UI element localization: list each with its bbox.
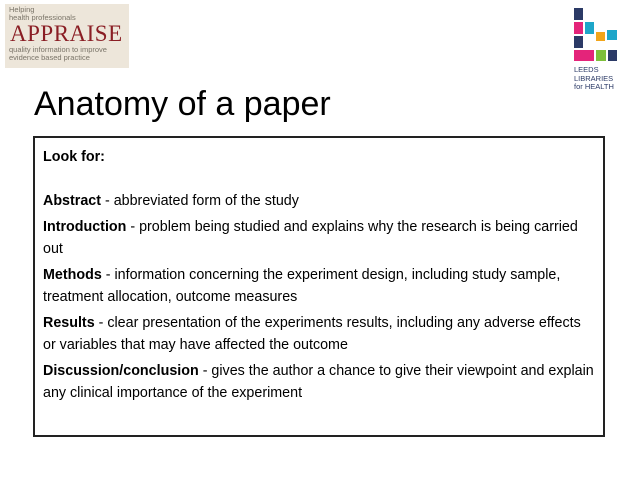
- item-term: Methods: [43, 267, 102, 283]
- leeds-logo-mark-icon: [574, 8, 618, 62]
- item-description: - abbreviated form of the study: [101, 193, 299, 209]
- leeds-libraries-logo: [568, 8, 632, 98]
- leeds-logo-text: [574, 66, 614, 92]
- appraise-logo: [5, 4, 129, 68]
- item-term: Results: [43, 315, 95, 331]
- list-item-results: [43, 312, 595, 356]
- list-item-methods: [43, 264, 595, 308]
- leeds-logo-line-3: for HEALTH: [574, 82, 614, 91]
- list-item-discussion: [43, 360, 595, 404]
- appraise-wordmark: APPRAISE: [10, 21, 123, 46]
- leeds-logo-line-1: LEEDS: [574, 65, 599, 74]
- look-for-heading: Look for:: [43, 149, 105, 165]
- list-item-introduction: [43, 216, 595, 260]
- item-description: - information concerning the experiment design, including study sample, treatment allocation, outcome measures: [43, 267, 561, 305]
- leeds-logo-line-2: LIBRARIES: [574, 73, 614, 83]
- content-box: [33, 136, 605, 437]
- slide-title: Anatomy of a paper: [34, 85, 331, 123]
- item-description: - gives the author a chance to give their viewpoint and explain any clinical importance of the experiment: [43, 363, 594, 401]
- appraise-tagline-1: Helping: [9, 5, 35, 14]
- item-description: - problem being studied and explains why the research is being carried out: [43, 219, 578, 257]
- appraise-tagline-3: quality information to improve: [9, 45, 107, 54]
- item-description: - clear presentation of the experiments results, including any adverse effects or variables that may have affected the outcome: [43, 315, 581, 353]
- item-term: Introduction: [43, 219, 127, 235]
- appraise-tagline-2: health professionals: [9, 13, 76, 22]
- item-term: Discussion/conclusion: [43, 363, 199, 379]
- list-item-abstract: [43, 190, 595, 212]
- appraise-tagline-4: evidence based practice: [9, 53, 90, 62]
- item-term: Abstract: [43, 193, 101, 209]
